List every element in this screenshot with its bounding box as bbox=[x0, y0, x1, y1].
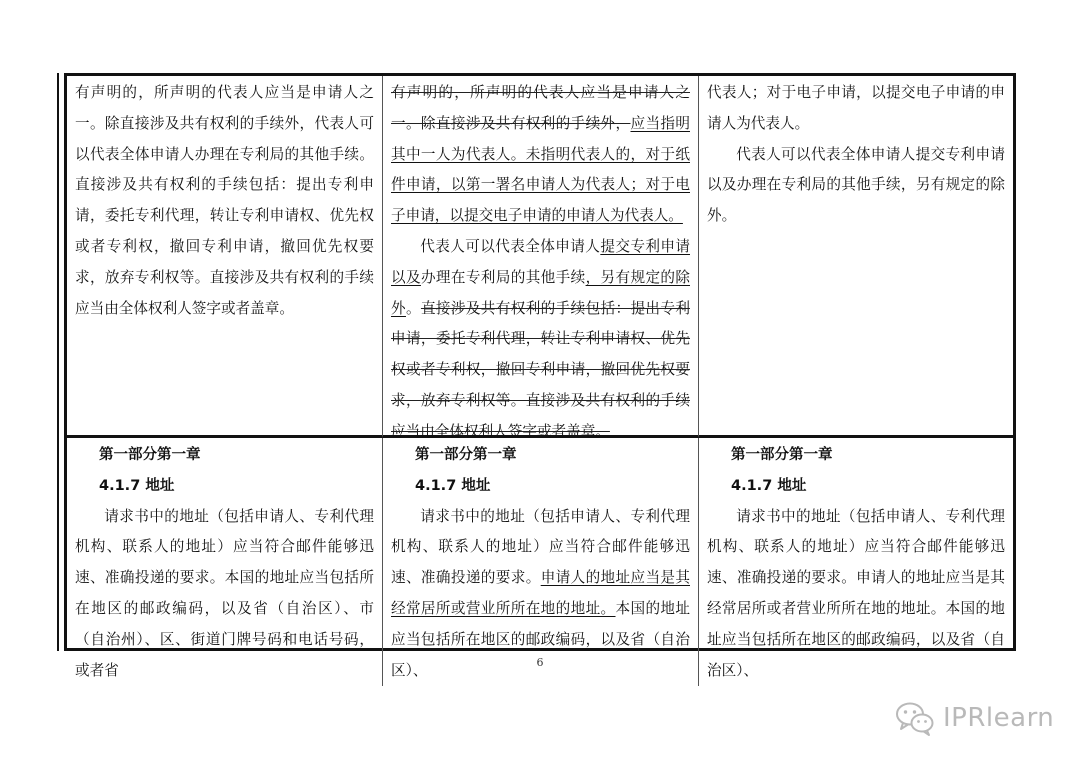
row2-col3-text: 请求书中的地址（包括申请人、专利代理机构、联系人的地址）应当符合邮件能够迅速、准确投递的要求。申请人的地址应当是其经常居所或者营业所所在地的地址。本国的地址应当包括所在地区的邮政编码，以及省（自治区）、 bbox=[707, 507, 1005, 679]
watermark bbox=[895, 700, 1054, 736]
deleted-text: 有声明的，所声明的代表人应当是申请人之一。除直接涉及共有权利的手续外， bbox=[391, 84, 690, 132]
section-heading: 4.1.7 地址 bbox=[99, 477, 175, 494]
row1-col1-original bbox=[67, 76, 383, 438]
row1-col2-para2: 代表人可以代表全体申请人提交专利申请以及办理在专利局的其他手续，另有规定的除外。直接涉及共有权利的手续包括：提出专利申请，委托专利代理，转让专利申请权、优先权或者专利权，撤回专利申请，撤回优先权要求，放弃专利权等。直接涉及共有权利的手续应当由全体权利人签字或者盖章。 bbox=[391, 237, 690, 440]
watermark-text: IPRlearn bbox=[943, 703, 1055, 733]
inserted-text: 申请人的地址应当是其经常居所或营业所所在地的地址。 bbox=[391, 569, 690, 617]
row2-col1-text: 请求书中的地址（包括申请人、专利代理机构、联系人的地址）应当符合邮件能够迅速、准确投递的要求。本国的地址应当包括所在地区的邮政编码，以及省（自治区）、市（自治州）、区、街道门牌号码和电话号码，或者省 bbox=[75, 507, 374, 679]
row1-col2-revision bbox=[383, 76, 699, 438]
revision-bar bbox=[57, 73, 59, 651]
inserted-text: 应当指明其中一人为代表人。未指明代表人的，对于纸件申请，以第一署名申请人为代表人；对于电子申请，以提交电子申请的申请人为代表人。 bbox=[391, 114, 690, 225]
row2-col1-original bbox=[67, 438, 383, 686]
row1-col3-new bbox=[699, 76, 1013, 438]
chapter-heading: 第一部分第一章 bbox=[731, 447, 833, 463]
row2-col3-new bbox=[699, 438, 1013, 686]
deleted-text: 直接涉及共有权利的手续包括：提出专利申请，委托专利代理，转让专利申请权、优先权或者专利权，撤回专利申请，撤回优先权要求，放弃专利权等。直接涉及共有权利的手续应当由全体权利人签字或者盖章。 bbox=[391, 299, 690, 440]
row2-col2-text: 请求书中的地址（包括申请人、专利代理机构、联系人的地址）应当符合邮件能够迅速、准确投递的要求。申请人的地址应当是其经常居所或营业所所在地的地址。本国的地址应当包括所在地区的邮政编码，以及省（自治区）、 bbox=[391, 507, 690, 679]
wechat-icon bbox=[895, 700, 935, 736]
chapter-heading: 第一部分第一章 bbox=[415, 447, 517, 463]
section-heading: 4.1.7 地址 bbox=[415, 477, 491, 494]
row1-col3-para1: 代表人；对于电子申请，以提交电子申请的申请人为代表人。 bbox=[707, 84, 1005, 132]
row1-col1-text: 有声明的，所声明的代表人应当是申请人之一。除直接涉及共有权利的手续外，代表人可以代表全体申请人办理在专利局的其他手续。直接涉及共有权利的手续包括：提出专利申请，委托专利代理，转让专利申请权、优先权或者专利权，撤回专利申请，撤回优先权要求，放弃专利权等。直接涉及共有权利的手续应当由全体权利人签字或者盖章。 bbox=[75, 84, 374, 317]
row1-col3-para2: 代表人可以代表全体申请人提交专利申请以及办理在专利局的其他手续，另有规定的除外。 bbox=[707, 145, 1005, 225]
row1-col2-para1 bbox=[391, 78, 690, 232]
section-heading: 4.1.7 地址 bbox=[731, 477, 807, 494]
chapter-heading: 第一部分第一章 bbox=[99, 447, 201, 463]
row2-col2-revision bbox=[383, 438, 699, 686]
inserted-text: ，另有规定的除外 bbox=[391, 268, 690, 317]
comparison-table bbox=[64, 73, 1016, 679]
inserted-text: 提交专利申请以及 bbox=[391, 237, 690, 286]
page-number: 6 bbox=[536, 656, 544, 669]
